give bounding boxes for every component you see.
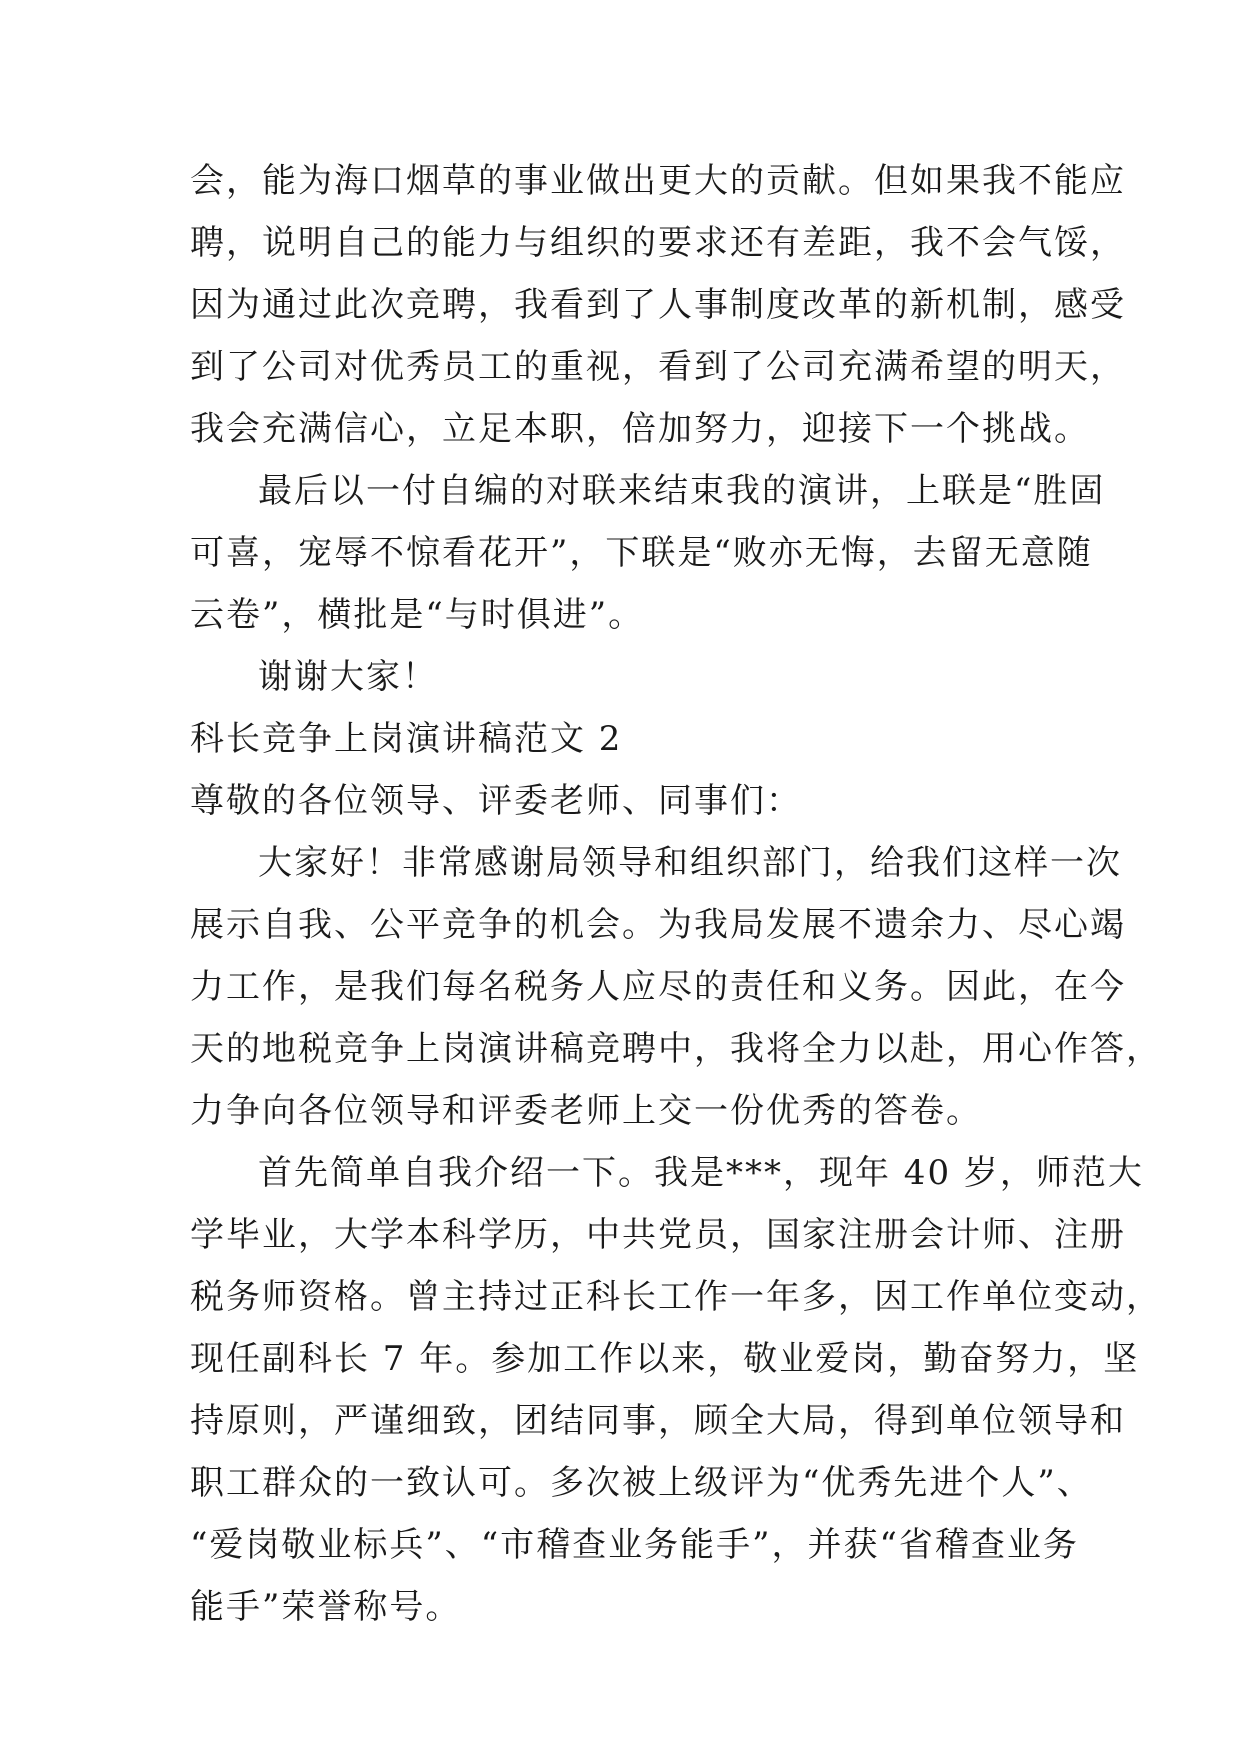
text-line: 力争向各位领导和评委老师上交一份优秀的答卷。	[190, 1091, 982, 1131]
text-line: 天的地税竞争上岗演讲稿竞聘中，我将全力以赴，用心作答，	[190, 1029, 1162, 1069]
text-line: 最后以一付自编的对联来结束我的演讲，上联是“胜固	[258, 471, 1106, 511]
text-line: 聘，说明自己的能力与组织的要求还有差距，我不会气馁，	[190, 223, 1126, 263]
paragraph-greeting	[190, 832, 1162, 1142]
text-line: 我会充满信心，立足本职，倍加努力，迎接下一个挑战。	[190, 409, 1090, 449]
text-line: 会，能为海口烟草的事业做出更大的贡献。但如果我不能应	[190, 161, 1126, 201]
document-body	[190, 150, 1162, 1638]
paragraph-self-introduction	[190, 1142, 1162, 1638]
text-line: 能手”荣誉称号。	[190, 1587, 462, 1627]
text-line: 持原则，严谨细致，团结同事，顾全大局，得到单位领导和	[190, 1401, 1126, 1441]
salutation: 尊敬的各位领导、评委老师、同事们：	[190, 781, 802, 821]
paragraph-thanks	[190, 646, 1058, 708]
text-line: 因为通过此次竞聘，我看到了人事制度改革的新机制，感受	[190, 285, 1126, 325]
text-line: 职工群众的一致认可。多次被上级评为“优秀先进个人”、	[190, 1463, 1093, 1503]
text-line: 展示自我、公平竞争的机会。为我局发展不遗余力、尽心竭	[190, 905, 1126, 945]
text-line: 可喜，宠辱不惊看花开”，下联是“败亦无悔，去留无意随	[190, 533, 1093, 573]
section-title: 科长竞争上岗演讲稿范文 2	[190, 719, 623, 759]
text-line: 到了公司对优秀员工的重视，看到了公司充满希望的明天，	[190, 347, 1126, 387]
text-line: 力工作，是我们每名税务人应尽的责任和义务。因此，在今	[190, 967, 1126, 1007]
text-line: 谢谢大家！	[258, 657, 438, 697]
paragraph-couplet	[190, 460, 1106, 646]
text-line: 学毕业，大学本科学历，中共党员，国家注册会计师、注册	[190, 1215, 1126, 1255]
text-line: 首先简单自我介绍一下。我是***，现年 40 岁，师范大	[258, 1153, 1144, 1193]
paragraph-closing-remarks	[190, 150, 1126, 460]
text-line: 现任副科长 7 年。参加工作以来，敬业爱岗，勤奋努力，坚	[190, 1339, 1140, 1379]
text-line: 云卷”，横批是“与时俱进”。	[190, 595, 645, 635]
text-line: “爱岗敬业标兵”、“市稽查业务能手”，并获“省稽查业务	[190, 1525, 1079, 1565]
text-line: 税务师资格。曾主持过正科长工作一年多，因工作单位变动，	[190, 1277, 1162, 1317]
text-line: 大家好！非常感谢局领导和组织部门，给我们这样一次	[258, 843, 1122, 883]
